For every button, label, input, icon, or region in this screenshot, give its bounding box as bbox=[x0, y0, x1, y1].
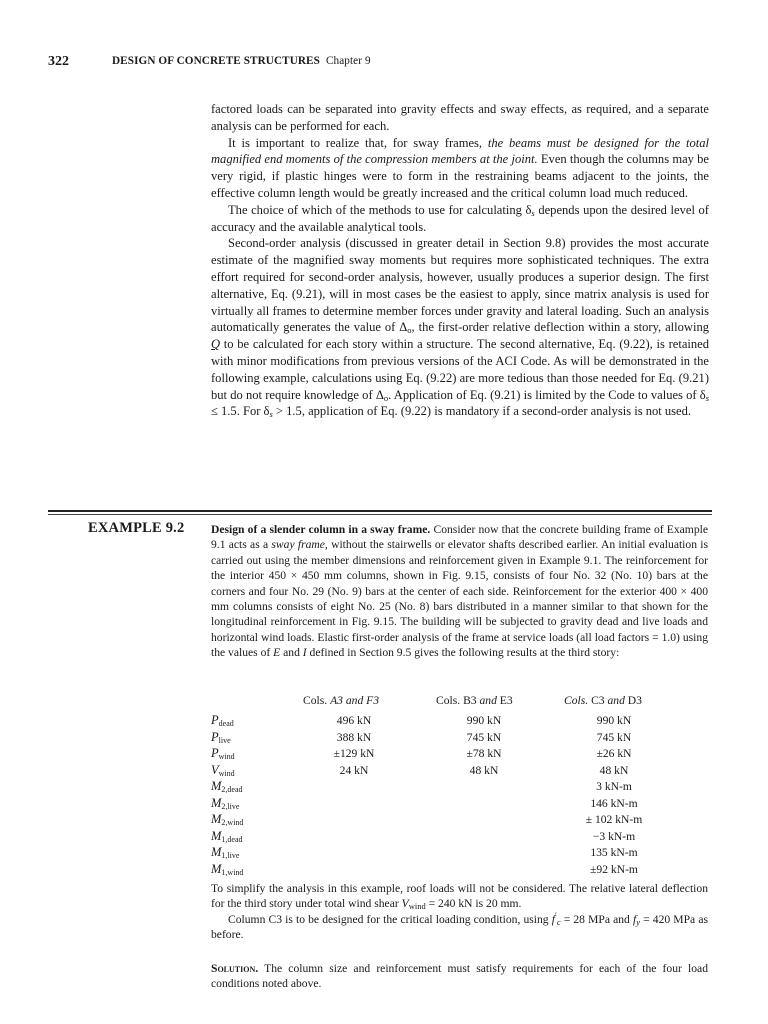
row-symbol: M bbox=[211, 861, 222, 876]
p4-text-b: , the first-order relative deflection within a story, allowing bbox=[411, 320, 709, 335]
table-cell: ±129 kN bbox=[333, 747, 375, 760]
table-cell: ±26 kN bbox=[596, 747, 632, 760]
col-and: and bbox=[476, 694, 500, 707]
row-label bbox=[211, 763, 235, 778]
after-fy: f bbox=[632, 912, 637, 926]
solution-text: The column size and reinforcement must satisfy requirements for each of the four load conditions noted above. bbox=[211, 962, 708, 991]
chapter-label: Chapter 9 bbox=[325, 55, 371, 67]
after-paragraph-1 bbox=[211, 881, 708, 912]
after-f-sub: c bbox=[556, 916, 561, 927]
page-header bbox=[48, 54, 728, 72]
after-a1-end: = 240 kN is 20 mm. bbox=[425, 897, 522, 911]
row-label bbox=[211, 746, 235, 761]
after-fy-sub: y bbox=[636, 916, 640, 927]
example-t4: defined in Section 9.5 gives the following results at the third story: bbox=[306, 646, 620, 660]
col-id-b: E3 bbox=[499, 694, 513, 707]
col-id-a: B3 bbox=[463, 694, 477, 707]
row-symbol: V bbox=[211, 762, 219, 777]
col-prefix: Cols. bbox=[564, 694, 592, 707]
table-cell: 146 kN-m bbox=[590, 796, 638, 810]
row-subscript: 1,live bbox=[221, 851, 240, 860]
row-subscript: dead bbox=[218, 719, 234, 728]
paragraph-4 bbox=[211, 235, 709, 420]
column-header-a3-f3 bbox=[303, 694, 379, 707]
p4-sub2: o bbox=[383, 392, 389, 403]
row-label bbox=[211, 796, 239, 811]
example-label: EXAMPLE 9.2 bbox=[88, 520, 185, 536]
row-symbol: P bbox=[211, 713, 219, 727]
after-V: V bbox=[401, 897, 409, 911]
example-t1: Consider now that the concrete building frame of Example 9.1 acts as a bbox=[211, 523, 708, 552]
p2-text-end: Even though the columns may be very rigid, if plastic hinges were to form in the restraining beams adjacent to the joints, the effective column length would be greatly increased and the critical column load much reduced. bbox=[211, 152, 709, 200]
row-label bbox=[211, 730, 231, 745]
col-id-a: A3 bbox=[330, 694, 343, 707]
p3-text-end: depends upon the desired level of accuracy and the available analytical tools. bbox=[211, 202, 709, 234]
col-id-b: F3 bbox=[366, 694, 380, 707]
table-cell: 24 kN bbox=[339, 763, 369, 777]
example-t3: and bbox=[280, 646, 303, 660]
example-paragraph bbox=[211, 522, 708, 661]
row-subscript: 2,live bbox=[221, 801, 240, 811]
col-prefix: Cols. bbox=[436, 694, 464, 707]
p4-sub4: s bbox=[269, 409, 273, 420]
paragraph-2 bbox=[211, 135, 709, 202]
table-cell: 745 kN bbox=[596, 730, 632, 744]
p2-text: It is important to realize that, for sway frames, bbox=[228, 135, 488, 150]
table-cell: −3 kN-m bbox=[592, 829, 636, 843]
table-cell: 990 kN bbox=[596, 714, 632, 727]
table-cell: 388 kN bbox=[336, 730, 372, 744]
paragraph-3 bbox=[211, 202, 709, 236]
row-label bbox=[211, 862, 243, 877]
row-symbol: P bbox=[211, 746, 219, 760]
p4-text-e: ≤ 1.5. For δ bbox=[211, 404, 270, 419]
solution-block bbox=[211, 961, 708, 992]
example-heading: Design of a slender column in a sway frame. bbox=[211, 523, 431, 536]
col-and: and bbox=[342, 694, 367, 707]
p3-text: The choice of which of the methods to use for calculating δ bbox=[228, 202, 532, 217]
row-subscript: live bbox=[218, 735, 231, 745]
after-V-sub: wind bbox=[408, 901, 426, 912]
running-title bbox=[112, 55, 371, 67]
solution-paragraph bbox=[211, 961, 708, 992]
book-title: DESIGN OF CONCRETE STRUCTURES bbox=[112, 55, 320, 67]
table-cell: 990 kN bbox=[466, 714, 502, 727]
after-f: f bbox=[551, 912, 555, 926]
row-label bbox=[211, 779, 243, 794]
p4-text-c: to be calculated for each story within a structure. The second alternative, Eq. (9.22), is retained with minor modifications from previous versions of the ACI Code. As will be demonstrated in the following example, calculations using Eq. (9.22) are more tedious than those needed for Eq. (9.21) but do not require knowledge of Δ bbox=[211, 337, 709, 402]
table-cell: 745 kN bbox=[466, 730, 502, 744]
table-cell: ± 102 kN-m bbox=[585, 813, 643, 826]
body-text bbox=[211, 101, 709, 420]
column-header-c3-d3 bbox=[564, 694, 642, 707]
p3-sub: s bbox=[531, 207, 535, 218]
row-label bbox=[211, 829, 243, 844]
p4-sub3: s bbox=[705, 392, 709, 403]
section-rule-thick bbox=[48, 510, 712, 512]
page-number: 322 bbox=[48, 54, 69, 69]
row-subscript: 1,dead bbox=[221, 834, 243, 844]
row-subscript: wind bbox=[218, 752, 235, 761]
row-symbol: M bbox=[211, 828, 222, 843]
row-label bbox=[211, 812, 243, 827]
after-a1: To simplify the analysis in this example, roof loads will not be considered. The relative lateral deflection for the third story under total wind shear bbox=[211, 882, 708, 911]
column-header-b3-e3 bbox=[436, 694, 513, 707]
col-id-a: C3 bbox=[591, 694, 605, 707]
example-I: I bbox=[302, 646, 307, 660]
row-symbol: M bbox=[211, 795, 222, 810]
example-t1-italic: sway frame bbox=[271, 538, 325, 552]
table-cell: ±78 kN bbox=[466, 747, 502, 760]
p4-text-f: > 1.5, application of Eq. (9.22) is mandatory if a second-order analysis is not used. bbox=[272, 404, 692, 419]
solution-label: Solution. bbox=[211, 962, 259, 975]
after-a2-end: = 420 MPa as before. bbox=[211, 912, 708, 942]
row-label bbox=[211, 713, 234, 728]
table-cell: 496 kN bbox=[336, 714, 372, 727]
p4-text-d: . Application of Eq. (9.21) is limited by the Code to values of δ bbox=[388, 387, 706, 402]
col-and: and bbox=[604, 694, 628, 707]
table-cell: 3 kN-m bbox=[596, 780, 632, 793]
row-label bbox=[211, 845, 239, 860]
after-table-text bbox=[211, 881, 708, 943]
col-id-b: D3 bbox=[627, 694, 642, 707]
row-subscript: 2,dead bbox=[221, 785, 243, 794]
section-rule-thin bbox=[48, 514, 712, 515]
table-cell: 135 kN-m bbox=[590, 846, 638, 859]
example-E: E bbox=[273, 646, 281, 660]
paragraph-1: factored loads can be separated into gravity effects and sway effects, as required, and a separate analysis can be performed for each. bbox=[211, 102, 709, 133]
table-cell: ±92 kN-m bbox=[590, 862, 638, 876]
table-cell: 48 kN bbox=[469, 763, 499, 777]
example-t2: , without the stairwells or elevator shafts described earlier. An initial evaluation is carried out using the member dimensions and reinforcement given in Example 9.1. The reinforcement for the interior 450 × 450 mm columns, shown in Fig. 9.15, consists of four No. 32 (No. 10) bars at the corners and four No. 29 (No. 9) bars at the center of each side. Reinforcement for the exterior 400 × 400 mm columns consists of eight No. 25 (No. 8) bars distributed in a manner similar to that shown for the longitudinal reinforcement in Fig. 9.15. The building will be subjected to gravity dead and live loads and horizontal wind loads. Elastic first-order analysis of the frame at service loads (all load factors = 1.0) using the values of bbox=[211, 538, 709, 660]
row-symbol: M bbox=[211, 812, 222, 826]
row-subscript: wind bbox=[218, 768, 235, 778]
after-prime: ′ bbox=[554, 909, 557, 920]
p2-italic: the beams must be designed for the total magnified end moments of the compression members at the joint. bbox=[211, 135, 710, 167]
p4-sub1: o bbox=[407, 325, 412, 336]
row-symbol: P bbox=[211, 729, 219, 744]
table-cell: 48 kN bbox=[599, 763, 629, 777]
p4-text-a: Second-order analysis (discussed in greater detail in Section 9.8) provides the most accurate estimate of the magnified sway moments but requires more sophisticated techniques. The extra effort required for second-order analysis, however, usually produces a superior design. The first alternative, Eq. (9.21), will in most cases be the easiest to apply, since matrix analysis is used for virtually all frames to determine member forces under gravity and lateral loading. Such an analysis automatically generates the value of Δ bbox=[211, 236, 709, 335]
p4-Q: Q bbox=[211, 337, 221, 352]
row-symbol: M bbox=[211, 779, 222, 793]
row-subscript: 1,wind bbox=[221, 867, 244, 877]
col-prefix: Cols. bbox=[303, 694, 331, 707]
after-a2-mid: = 28 MPa and bbox=[560, 912, 633, 926]
row-subscript: 2,wind bbox=[221, 818, 244, 827]
example-text bbox=[211, 522, 708, 661]
after-a2: Column C3 is to be designed for the critical loading condition, using bbox=[228, 912, 552, 926]
row-symbol: M bbox=[211, 845, 222, 859]
after-paragraph-2 bbox=[211, 909, 708, 943]
